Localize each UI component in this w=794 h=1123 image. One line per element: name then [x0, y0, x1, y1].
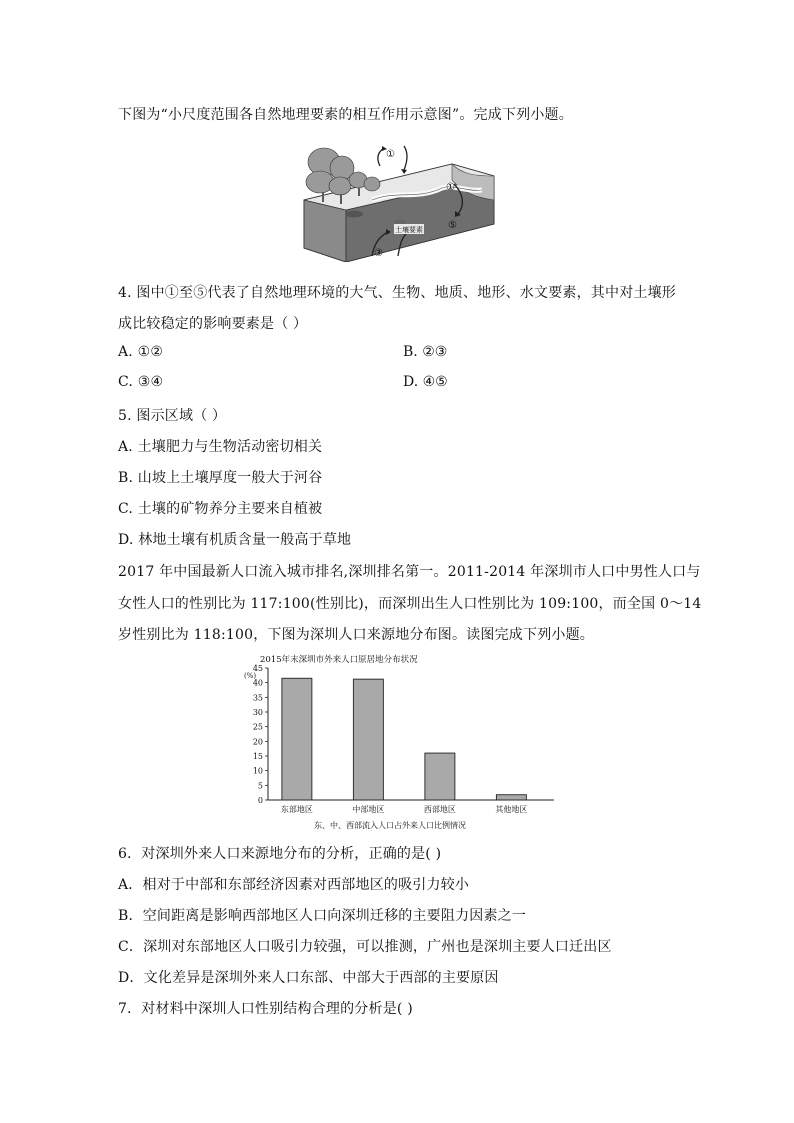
intro2-line-2: 女性人口的性别比为 117:100(性别比)，而深圳出生人口性别比为 109:100，而全国 0～14 [118, 596, 702, 612]
figure1-marker-5: ⑤ [448, 220, 457, 231]
chart-category-label: 西部地区 [423, 805, 456, 814]
chart-bar [425, 753, 455, 800]
q7-stem: 7．对材料中深圳人口性别结构合理的分析是( ) [118, 1001, 413, 1017]
figure1-marker-1b: ① [446, 182, 455, 193]
chart-ylabel: (%) [244, 672, 257, 680]
chart-y-tick-label: 30 [252, 708, 263, 717]
q6-option-a: A．相对于中部和东部经济因素对西部地区的吸引力较小 [118, 877, 470, 893]
q6-option-b: B．空间距离是影响西部地区人口向深圳迁移的主要阻力因素之一 [118, 908, 527, 924]
chart-caption: 东、中、西部流入人口占外来人口比例情况 [314, 821, 466, 830]
q5-option-c: C. 土壤的矿物养分主要来自植被 [118, 501, 323, 517]
q5-option-a: A. 土壤肥力与生物活动密切相关 [118, 439, 323, 455]
q4-stem-line-2: 成比较稳定的影响要素是（ ） [118, 316, 308, 332]
chart-bar [496, 795, 526, 800]
q4-option-a: A. ①② [118, 344, 164, 360]
q4-stem-line-1: 4. 图中①至⑤代表了自然地理环境的大气、生物、地质、地形、水文要素，其中对土壤形 [118, 285, 677, 301]
population-origin-chart [242, 652, 562, 834]
q6-stem: 6．对深圳外来人口来源地分布的分析，正确的是( ) [118, 846, 442, 862]
q5-stem: 5. 图示区域（ ） [118, 408, 227, 424]
chart-y-tick-label: 35 [252, 693, 263, 703]
landscape-diagram [302, 140, 496, 262]
q6-option-c: C．深圳对东部地区人口吸引力较强，可以推测，广州也是深圳主要人口迁出区 [118, 939, 612, 955]
q4-option-c: C. ③④ [118, 374, 164, 390]
intro-text-1: 下图为“小尺度范围各自然地理要素的相互作用示意图”。完成下列小题。 [118, 107, 573, 123]
q4-option-b: B. ②③ [403, 344, 448, 360]
q5-option-d: D. 林地土壤有机质含量一般高于草地 [118, 532, 352, 548]
q4-option-d: D. ④⑤ [403, 374, 448, 390]
chart-y-tick-label: 25 [252, 722, 263, 732]
intro2-line-1: 2017 年中国最新人口流入城市排名,深圳排名第一。2011-2014 年深圳市人口中男性人口与 [118, 564, 701, 580]
chart-y-tick-label: 20 [252, 737, 263, 747]
figure1-marker-3: ③ [374, 248, 383, 259]
q5-option-b: B. 山坡上土壤厚度一般大于河谷 [118, 470, 323, 486]
chart-category-label: 其他地区 [495, 805, 528, 814]
chart-y-tick-label: 10 [252, 766, 263, 776]
figure1-marker-1: ① [386, 149, 395, 160]
chart-category-label: 东部地区 [280, 805, 313, 814]
chart-bar [353, 679, 383, 800]
q6-option-d: D．文化差异是深圳外来人口东部、中部大于西部的主要原因 [118, 970, 499, 986]
chart-title: 2015年末深圳市外来人口原居地分布状况 [260, 655, 418, 665]
chart-y-tick-label: 15 [252, 752, 263, 761]
chart-y-tick-label: 5 [257, 781, 263, 791]
figure1-soil-label: 土壤要素 [395, 226, 423, 234]
chart-y-tick-label: 45 [252, 664, 263, 673]
chart-category-label: 中部地区 [352, 805, 385, 814]
intro2-line-3: 岁性别比为 118:100，下图为深圳人口来源地分布图。读图完成下列小题。 [118, 627, 595, 643]
chart-bar [282, 678, 312, 800]
chart-y-tick-label: 0 [257, 796, 263, 805]
chart-y-tick-label: 40 [252, 678, 263, 688]
